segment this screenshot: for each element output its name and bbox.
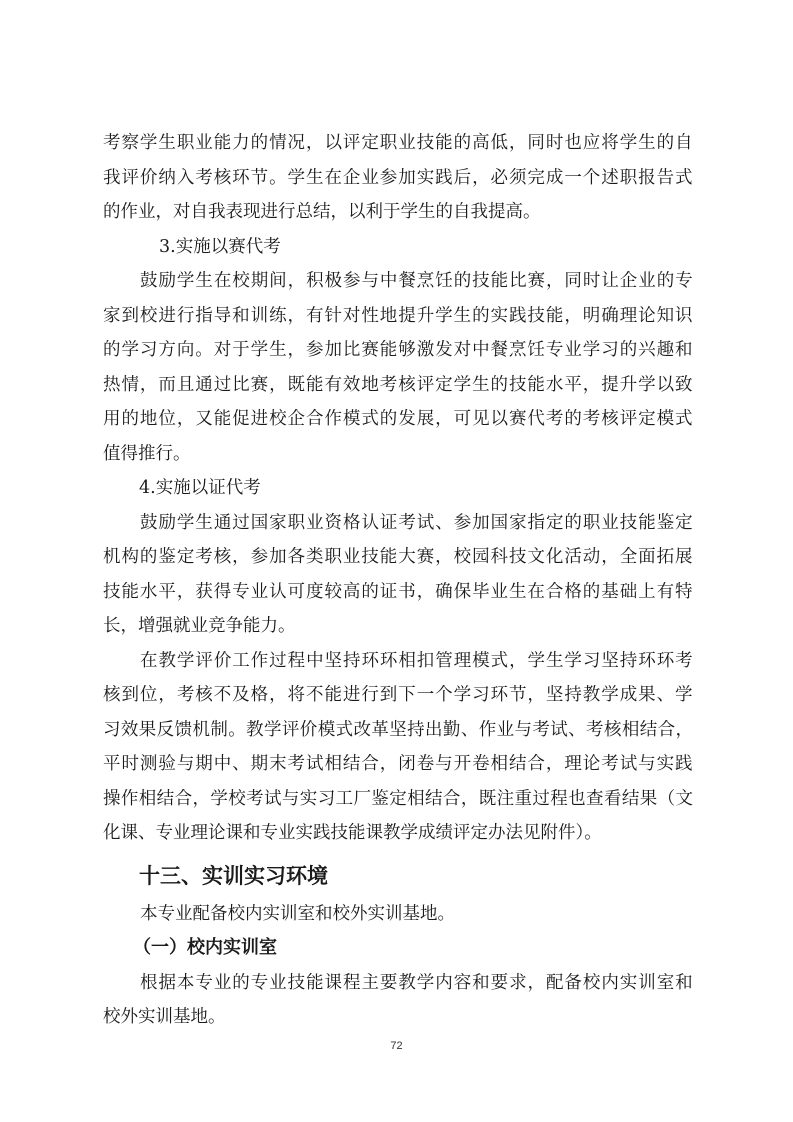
text-line: 的作业，对自我表现进行总结，以利于学生的自我提高。 [103, 202, 541, 222]
text-line: 值得推行。 [103, 443, 191, 464]
text-line: 鼓 励 学 生 通 过 国 家 职 业 资 格 认 证 考 试 、 参 加 国 家 指 定 的 职 业 技 能 鉴 定 [140, 512, 693, 533]
text-line: 热 情 ， 而 且 通 过 比 赛 ， 既 能 有 效 地 考 核 评 定 学 生 的 技 能 水 平 ， 提 升 学 以 致 [103, 374, 693, 395]
section-heading: 十三、实训实习环境 [139, 863, 328, 888]
text-line: 校外实训基地。 [103, 1007, 226, 1027]
text-line: 考 察 学 生 职 业 能 力 的 情 况 ， 以 评 定 职 业 技 能 的 高 低 ， 同 时 也 应 将 学 生 的 自 [103, 133, 693, 153]
text-line: 家 到 校 进 行 指 导 和 训 练 ， 有 针 对 性 地 提 升 学 生 的 实 践 技 能 ， 明 确 理 论 知 识 [103, 305, 693, 326]
text-line: 习 效 果 反 馈 机 制 。 教 学 评 价 模 式 改 革 坚 持 出 勤 、 作 业 与 考 试 、 考 核 相 结 合 ， [103, 719, 693, 740]
text-line: 长，增强就业竞争能力。 [103, 616, 296, 636]
page-number: 72 [390, 1040, 403, 1052]
text-line: 机 构 的 鉴 定 考 核 ， 参 加 各 类 职 业 技 能 大 赛 ， 校 园 科 技 文 化 活 动 ， 全 面 拓 展 [103, 547, 693, 567]
text-line: 核 到 位 ， 考 核 不 及 格 ， 将 不 能 进 行 到 下 一 个 学 习 环 节 ， 坚 持 教 学 成 果 、 学 [103, 685, 693, 705]
text-line: 化课、专业理论课和专业实践技能课教学成绩评定办法见附件）。 [103, 823, 602, 843]
text-line: 鼓 励 学 生 在 校 期 间 ， 积 极 参 与 中 餐 烹 饪 的 技 能 比 赛 ， 同 时 让 企 业 的 专 [140, 271, 693, 291]
list-item-heading: 3.实施以赛代考 [159, 236, 281, 257]
text-line: 根 据 本 专 业 的 专 业 技 能 课 程 主 要 教 学 内 容 和 要 求 ， 配 备 校 内 实 训 室 和 [140, 972, 693, 993]
text-line: 操 作 相 结 合 ， 学 校 考 试 与 实 习 工 厂 鉴 定 相 结 合 ， 既 注 重 过 程 也 查 看 结 果 （ 文 [103, 788, 693, 809]
page-content [103, 126, 693, 1035]
section-intro: 本专业配备校内实训室和校外实训基地。 [140, 903, 455, 924]
text-line: 在 教 学 评 价 工 作 过 程 中 坚 持 环 环 相 扣 管 理 模 式 ， 学 生 学 习 坚 持 环 环 考 [140, 650, 693, 671]
text-line: 技 能 水 平 ， 获 得 专 业 认 可 度 较 高 的 证 书 ， 确 保 毕 业 生 在 合 格 的 基 础 上 有 特 [103, 581, 693, 602]
text-line: 的 学 习 方 向 。 对 于 学 生 ， 参 加 比 赛 能 够 激 发 对 中 餐 烹 饪 专 业 学 习 的 兴 趣 和 [103, 340, 693, 360]
subsection-heading: （一）校内实训室 [133, 937, 277, 958]
text-line: 我 评 价 纳 入 考 核 环 节 。 学 生 在 企 业 参 加 实 践 后 ， 必 须 完 成 一 个 述 职 报 告 式 [103, 167, 693, 188]
list-item-heading: 4.实施以证代考 [139, 478, 261, 498]
text-line: 用 的 地 位 ， 又 能 促 进 校 企 合 作 模 式 的 发 展 ， 可 见 以 赛 代 考 的 考 核 评 定 模 式 [103, 409, 693, 429]
text-line: 平 时 测 验 与 期 中 、 期 末 考 试 相 结 合 ， 闭 卷 与 开 卷 相 结 合 ， 理 论 考 试 与 实 践 [103, 754, 693, 774]
